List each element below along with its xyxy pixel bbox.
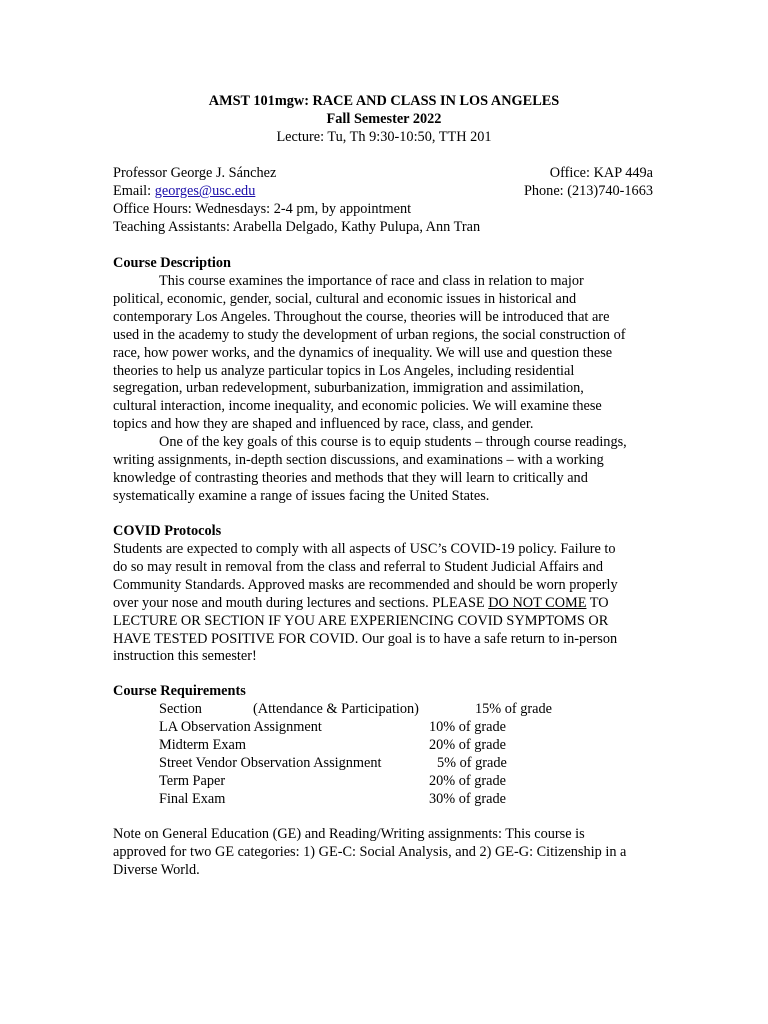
professor-name: Professor George J. Sánchez <box>113 165 277 181</box>
text-line: political, economic, gender, social, cultural and economic issues in historical and <box>113 290 577 307</box>
email-row <box>113 183 653 201</box>
requirement-name: Street Vendor Observation Assignment <box>159 755 382 771</box>
requirement-row <box>159 791 579 809</box>
course-description-para1 <box>113 273 658 506</box>
requirements-heading: Course Requirements <box>113 683 246 699</box>
requirement-row <box>159 755 579 773</box>
requirement-weight: 30% of grade <box>429 791 507 807</box>
text-line: cultural interaction, income inequality, and economic policies. We will examine these <box>113 398 602 415</box>
text-line: systematically examine a range of issues facing the United States. <box>113 487 490 504</box>
teaching-assistants: Teaching Assistants: Arabella Delgado, Kathy Pulupa, Ann Tran <box>113 219 481 235</box>
course-description-heading: Course Description <box>113 255 231 271</box>
requirement-weight: 5% of grade <box>437 755 507 771</box>
text-line: approved for two GE categories: 1) GE-C: Social Analysis, and 2) GE-G: Citizenship in a <box>113 843 627 860</box>
requirement-row <box>159 701 579 719</box>
text-line: Note on General Education (GE) and Reading/Writing assignments: This course is <box>113 826 585 842</box>
requirement-name: LA Observation Assignment <box>159 719 322 735</box>
email-link[interactable]: georges@usc.edu <box>154 183 256 199</box>
requirement-name: Section <box>159 701 202 717</box>
text-line: knowledge of contrasting theories and methods that they will learn to critically and <box>113 469 588 486</box>
text-line: theories to help us analyze particular topics in Los Angeles, including residential <box>113 362 575 379</box>
requirement-name: Midterm Exam <box>159 737 246 753</box>
text-line: One of the key goals of this course is to equip students – through course readings, <box>159 434 627 451</box>
covid-heading: COVID Protocols <box>113 523 222 539</box>
requirement-name: Final Exam <box>159 791 226 807</box>
text-line: do so may result in removal from the class and referral to Student Judicial Affairs and <box>113 558 604 575</box>
text-line: LECTURE OR SECTION IF YOU ARE EXPERIENCING COVID SYMPTOMS OR <box>113 612 609 629</box>
course-title: AMST 101mgw: RACE AND CLASS IN LOS ANGELES <box>208 93 560 109</box>
lecture-info: Lecture: Tu, Th 9:30-10:50, TTH 201 <box>276 129 492 145</box>
requirement-weight: 15% of grade <box>475 701 553 717</box>
text-line: race, how power works, and the dynamics of inequality. We will use and question these <box>113 344 613 361</box>
text-line: This course examines the importance of race and class in relation to major <box>159 273 584 289</box>
office-location: Office: KAP 449a <box>549 165 653 181</box>
semester: Fall Semester 2022 <box>326 111 442 127</box>
phone-number: Phone: (213)740-1663 <box>523 183 653 199</box>
text-line: Community Standards. Approved masks are recommended and should be worn properly <box>113 576 618 593</box>
text-line: writing assignments, in-depth section discussions, and examinations – with a working <box>113 452 604 469</box>
requirement-weight: 20% of grade <box>429 773 507 789</box>
text-line: used in the academy to study the development of urban regions, the social construction of <box>113 326 626 343</box>
requirement-name: Term Paper <box>159 773 226 789</box>
text-line: contemporary Los Angeles. Throughout the course, theories will be introduced that are <box>113 308 610 325</box>
text-line: topics and how they are shaped and influenced by race, class, and gender. <box>113 416 534 433</box>
email-label: Email: <box>113 183 155 199</box>
text-line: HAVE TESTED POSITIVE FOR COVID. Our goal is to have a safe return to in-person <box>113 630 618 647</box>
text-fragment: TO <box>586 594 609 611</box>
text-line: instruction this semester! <box>113 648 257 665</box>
requirement-weight: 20% of grade <box>429 737 507 753</box>
text-fragment: over your nose and mouth during lectures and sections. PLEASE <box>113 594 489 611</box>
do-not-come-emphasis: DO NOT COME <box>488 594 587 611</box>
requirement-detail: (Attendance & Participation) <box>253 701 419 717</box>
text-line <box>113 595 658 613</box>
professor-row <box>113 165 653 183</box>
requirement-weight: 10% of grade <box>429 719 507 735</box>
ge-note <box>113 826 658 880</box>
text-line: segregation, urban redevelopment, suburbanization, immigration and assimilation, <box>113 380 584 397</box>
office-hours: Office Hours: Wednesdays: 2-4 pm, by appointment <box>113 201 412 217</box>
requirement-row <box>159 719 579 737</box>
text-line: Students are expected to comply with all aspects of USC’s COVID-19 policy. Failure to <box>113 541 616 557</box>
requirement-row <box>159 773 579 791</box>
requirement-row <box>159 737 579 755</box>
covid-paragraph <box>113 541 658 666</box>
text-line: Diverse World. <box>113 861 200 878</box>
